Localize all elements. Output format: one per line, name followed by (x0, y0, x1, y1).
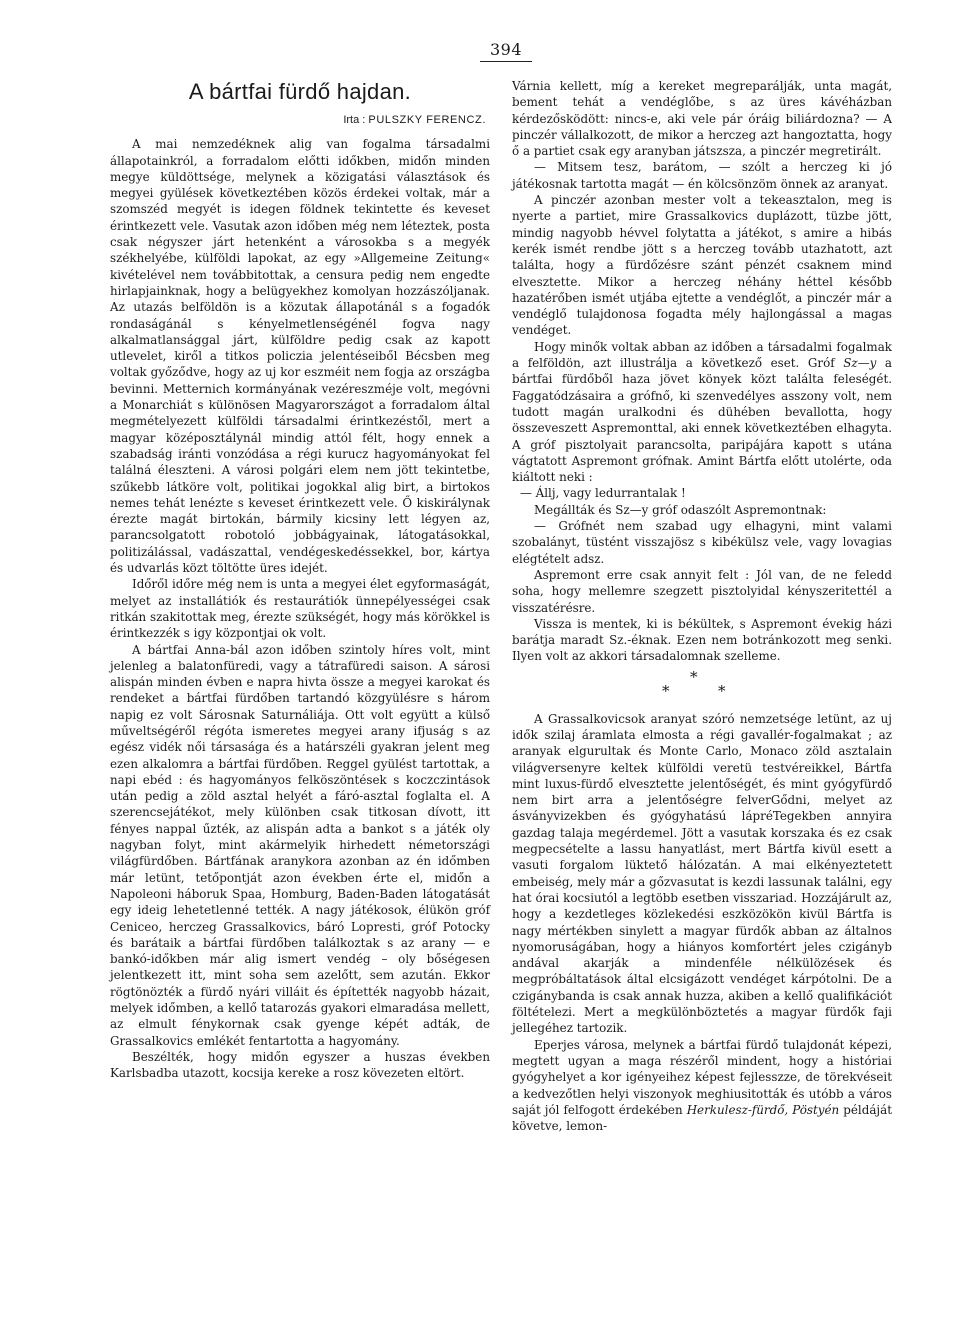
body-paragraph (512, 1037, 892, 1135)
body-paragraph: A bártfai Anna-bál azon időben szintoly híres volt, mint jelenleg a balatonfüredi, vagy a tátrafüredi saison. A sárosi alispán minden évben e napra hivta össze a megyei karokat és rendeket a bártfai fürdőben tartandó közgyülésre s három napig ez volt Sárosnak Saturnáliája. Ott volt együtt a külső műveltségéről régóta ismeretes megyei arany ifjuság s az egész vidék női társasága és a határszéli gyakran jelent meg ezen alkalomra a bártfai fürdőben. Reggel gyülést tartottak, a napi ebéd : és hagyományos felköszöntések s koczczintások után pedig a zöld asztal helyét a fáró-asztal foglalta el. A szerencsejátékot, mely különben csak titkosan dívott, itt fényes nappal űzték, az alispán adta a bankot s a játék oly nagyban folyt, mint akármelyik hirhedett németországi világfürdőben. Bártfának aranykora azonban az én időmben már letünt, tetőpontját azon években érte el, midőn a Napoleoni háboruk Spaa, Homburg, Baden-Baden látogatását egy ideig lehetetlenné tették. A nagy játékosok, élükön gróf Ceniceo, herczeg Grassalkovics, báró Lopresti, gróf Potocky és barátaik a bártfai fürdőben találkoztak s az arany — e bankó-időkben már alig ismert vendég – oly bőségesen jelentkezett itt, mint soha sem azelőtt, sem azután. Ekkor rögtönözték a fürdő nyári villáit és építették nagyobb házait, melyek időmben, a kellő tatarozás gyakori elmaradása mellett, az elmult fénykornak csak gyenge képét adták, de Grassalkovics emlékét fentartotta a hagyomány. (110, 642, 490, 1048)
asterism-star: * (690, 667, 698, 686)
text-run: Hogy minők voltak abban az időben a társadalmi fogalmak a felföldön, azt illustrálja a következő eset. Gróf (512, 339, 892, 371)
body-paragraph (512, 339, 892, 486)
text-run: példáját követve, lemon- (512, 1102, 892, 1134)
body-paragraph: Megállták és Sz—y gróf odaszólt Aspremontnak: (534, 502, 827, 517)
italic-name: Sz—y (843, 356, 877, 371)
body-paragraph: Várnia kellett, míg a kereket megreparálják, unta magát, bement tehát a vendéglőbe, s az üres kávéházban kérdezősködött: nincs-e, aki vele pár óráig biliárdozna? — A pinczér vállalkozott, de mikor a herczeg azt hangoztatta, hogy ő a partiet csak egy aranyban játszsza, a pinczér megretirált. (512, 79, 892, 159)
asterism-star: * (662, 681, 670, 700)
body-paragraph: A pinczér azonban mester volt a tekeasztalon, meg is nyerte a partiet, mire Grassalkovics duplázott, tüzbe jött, mindig nagyobb hévvel folytatta a játékot, s amire a hibás kerék ismét rendbe jött s a herczeg tovább utazhatott, azt találta, hogy a fürdőzésre szánt pénzét csaknem mind elvesztette. Mikor a herczeg néhány héttel később hazatérőben ismét utjába ejtette a vendéglőt, a pinczér már a vendéglő tulajdonosa fogadta mély hajlongással a magas vendéget. (512, 193, 892, 338)
text-run: a bártfai fürdőből haza jövet könyek közt találta feleségét. Faggatódzásaira a grófnő, ki szenvedélyes asszony volt, nem tudott magán uralkodni és dühében bevallotta, hogy összeveszett Aspremonttal, aki ennek következtében elhagyta. A gróf pisztolyait parancsolta, paripájára kapott s utána vágtatott Aspremont grófnak. Amint Bártfa előtt utolérte, oda kiáltott neki : (512, 356, 893, 485)
body-paragraph: Aspremont erre csak annyit felt : Jól van, de ne feledd soha, hogy mellemre szegzett pisztolyidal kényszeritettél a visszatérésre. (512, 567, 892, 615)
body-paragraph: Időről időre még nem is unta a megyei élet egyformaságát, melyet az installátiók és restaurátiók ünnepélyességei csak ritkán szakitottak meg, érezte szükségét, hogy más körökkel is érintkezzék s igy központjai ok volt. (110, 577, 490, 641)
body-paragraph: A mai nemzedéknek alig van fogalma társadalmi állapotainkról, a forradalom előtti időkben, midőn minden megye küldöttsége, melynek a közigatási választások és megyei gyülések következtében közös érdekei voltak, már a szomszéd megyét is idegen földnek tekintette és keveset érintkezett vele. Vasutak azon időben még nem léteztek, posta csak négyszer járt hetenként a városokba s a megyék székhelyébe, külföldi lapokat, az egy »Allgemeine Zeitung« kivételével nem továbbitottak, a censura pedig nem engedte hirlapjainknak, hogy a belügyekhez komolyan hozzászóljanak. Az utazás belföldön is a közutak állapotánál s a fogadók rondaságánál s kényelmetlenségénél fogva nagy alkalmatlansággal járt, külföldre pedig csak az kapott utlevelet, kiről a titkos policzia jelentéseiből Bécsben meg voltak győződve, hogy az uj kor eszméit nem fogja az országba bevinni. Metternich kormányának vezéreszméje volt, megóvni a Monarchiát s különösen Magyarországot a forradalom által megmételyezett külföldi társadalmi érintkezéstől, mert a magyar középosztálynál mindig attól félt, hogy ennek a szabadság iránti vonzódása a régi kurucz hagyományokat fel találná éleszteni. A városi polgári elem nem jött tekintetbe, szűkebb látköre volt, politikai jogokkal alig birt, a birtokos nemes tehát lenézte s keveset érintkezett vele. Ő kiskirálynak érezte magát birtokán, bármily kicsiny lett légyen az, parancsolgatott robotoló jobbágyainak, látogatásokkal, politizálással, vadászattal, vendégeskedéssekkel, bor, kártya és udvarlás közt töltötte üres idejét. (110, 137, 490, 576)
left-column (110, 78, 490, 1082)
dialogue-line: — Grófnét nem szabad ugy elhagyni, mint valami szobalányt, tüstént visszajösz s kibékülsz vele, vagy lovagias elégtételt adsz. (512, 519, 892, 566)
page-number: 394 (480, 40, 532, 62)
right-column (512, 78, 892, 1134)
body-paragraph: A Grassalkovicsok aranyat szóró nemzetsége letünt, az uj idők szilaj áramlata elmosta a régi gavallér-fogalmakat ; az aranyak elgurultak és Monte Carlo, Monaco zöld asztalain világversenyre keltek külföldi veretü testvéreikkel, Bártfa mint luxus-fürdő elvesztette jelentőségét, és mint gyógyfürdő nem birt arra a jelentőségre felverGődni, melyet az ásványvizekben és gyógyhatású lápréTegekben annyira gazdag talaja megérdemel. Jött a vasutak korszaka és ez csak megpecsételte a lassu hanyatlást, mert Bártfa kivül esett a vasuti forgalom lüktető hálózatán. A mai elkényeztetett embeiség, mely már a gőzvasutat is kezdi lassunak találni, egy hat órai kocsiutól a legtöbb esetben visszariad. Hozzájárult az, hogy a kezdetleges közlekedési eszközökön kivül Bártfa is nagy mértékben sinylett a magyar fürdők abban az általnos nyomoruságában, hogy a hiányos komfortért jeles czigányb andával akarják a mindenféle nélkülözések és megpróbáltatások által elcsigázott vendéget kárpótolni. De a czigánybanda is csak annak huzza, akiben a kellő qualifikációt föltételezi. Mert a megkülönböztetés a magyar fürdők faji jellegéhez tartozik. (512, 711, 892, 1036)
byline (110, 112, 486, 128)
asterism-star: * (718, 681, 726, 700)
text-run: Eperjes városa, melynek a bártfai fürdő tulajdonát képezi, megtett ugyan a maga részéről mindent, hogy a históriai gyógyhelyet a kor igényeihez képest fejlesszze, de törekvéseit a kedvezőtlen helyi viszonyok meghiusitották és utóbb a város saját jól felfogott érdekében (512, 1037, 892, 1117)
section-break (512, 669, 892, 705)
author-name: PULSZKY FERENCZ. (368, 114, 486, 126)
body-paragraph: Beszélték, hogy midőn egyszer a huszas években Karlsbadba utazott, kocsija kereke a rosz kövezeten eltört. (110, 1049, 490, 1081)
dialogue-line: — Állj, vagy ledurrantalak ! (520, 486, 686, 501)
body-paragraph: — Mitsem tesz, barátom, — szólt a herczeg ki jó játékosnak tartotta magát — én kölcsönzöm önnek az aranyat. (512, 160, 892, 191)
italic-place: Herkulesz-fürdő, (686, 1102, 789, 1117)
byline-prefix: Irta : (343, 114, 366, 126)
italic-place: Pöstyén (792, 1102, 840, 1117)
article-title: A bártfai fürdő hajdan. (188, 79, 412, 104)
body-paragraph: Vissza is mentek, ki is békültek, s Aspremont évekig házi barátja maradt Sz.-éknak. Ezen nem botránkozott meg senki. Ilyen volt az akkori társadalomnak szelleme. (512, 616, 892, 664)
